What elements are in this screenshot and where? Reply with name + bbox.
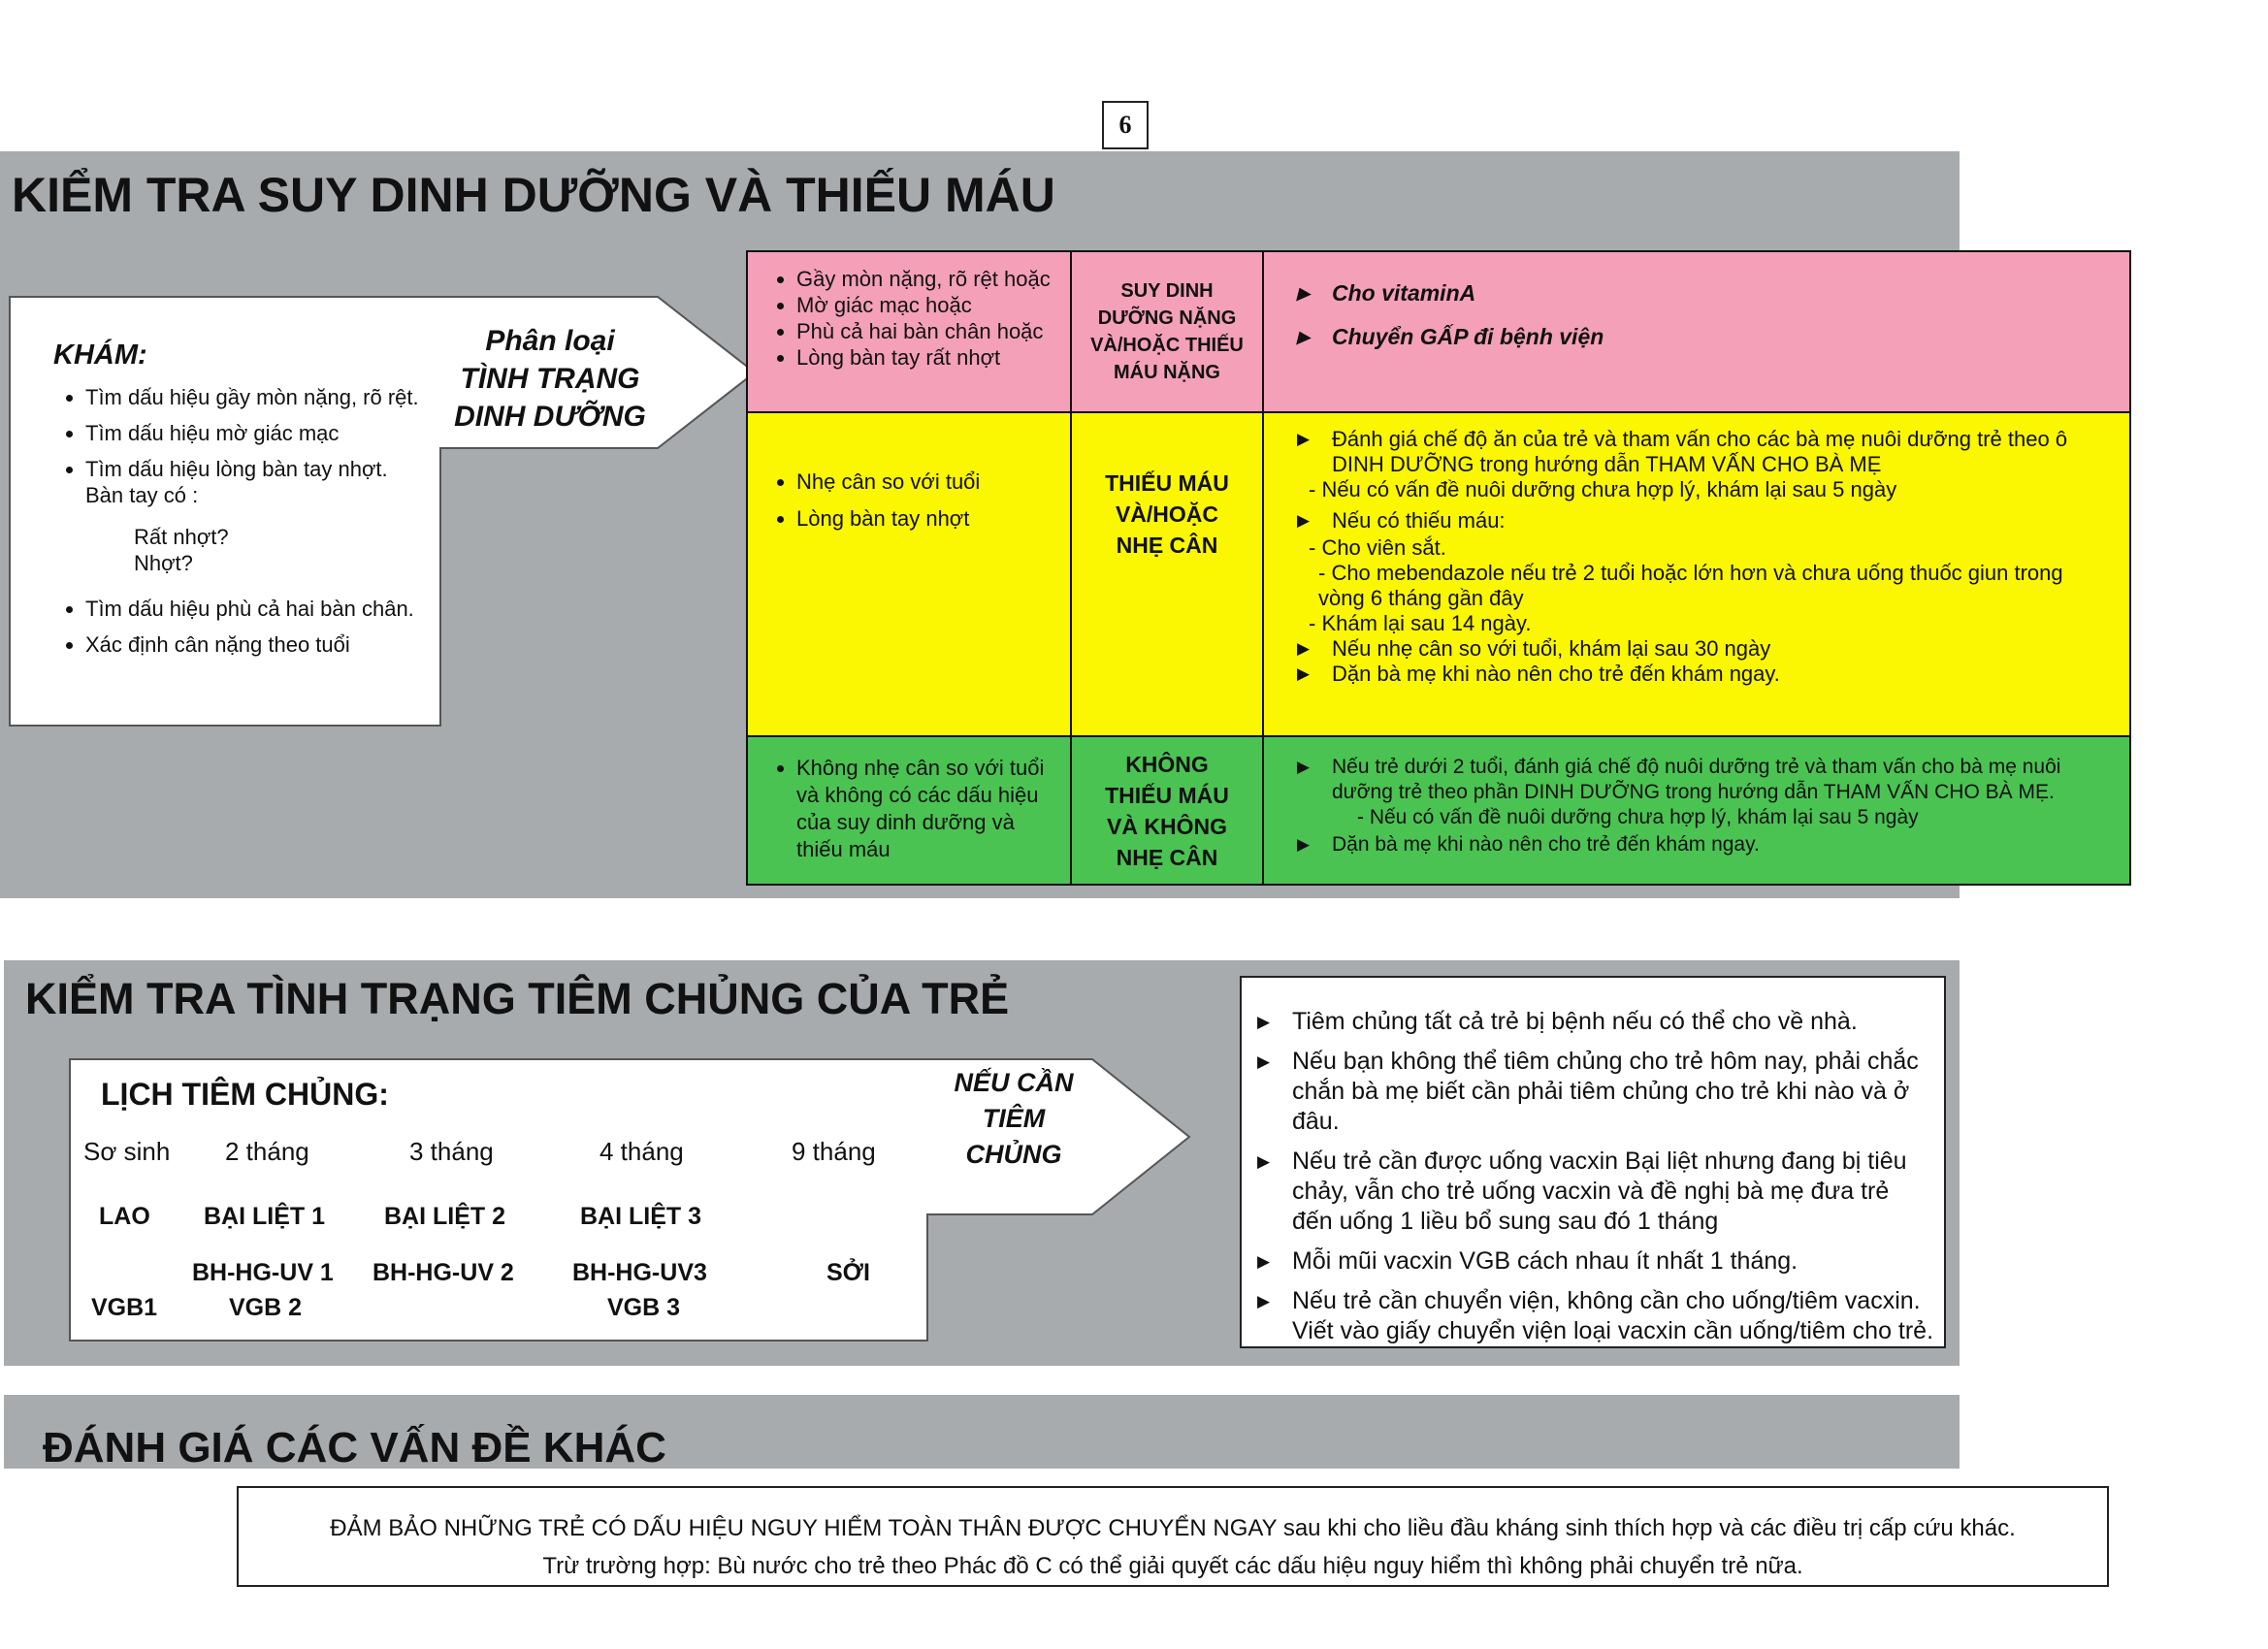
severe-sign: • Phù cả hai bàn chân hoặc — [796, 318, 1070, 344]
advice-item: ▶ Nếu bạn không thể tiêm chủng cho trẻ hôm nay, phải chắc chắn bà mẹ biết cần phải tiêm chủng cho trẻ khi nào và ở đâu. — [1253, 1047, 1934, 1137]
vaccine: VGB 3 — [607, 1294, 681, 1321]
page-number: 6 — [1102, 101, 1149, 149]
anemia-sign: • Nhẹ cân so với tuổi — [796, 464, 1070, 501]
exam-item: • Tìm dấu hiệu mờ giác mạc — [85, 420, 425, 446]
anemia-signs-cell — [748, 413, 1072, 737]
anemia-treatment — [1293, 508, 2110, 636]
anemia-treatment — [1293, 427, 2110, 502]
normal-treatment: ▶ Dặn bà mẹ khi nào nên cho trẻ đến khám ngay. — [1293, 832, 2114, 857]
classify-label-line: Phân loại — [485, 325, 615, 357]
vaccine: SỞI — [826, 1259, 870, 1286]
severe-treatment: ▶ Chuyển GẤP đi bệnh viện — [1293, 315, 2129, 359]
classification-table — [746, 250, 2131, 886]
arrow-label-line: CHỦNG — [965, 1140, 1062, 1169]
arrow-label-line: TIÊM — [982, 1104, 1046, 1133]
exam-item — [85, 456, 425, 576]
severe-sign: • Mờ giác mạc hoặc — [796, 292, 1070, 318]
vaccine: BH-HG-UV 2 — [373, 1259, 514, 1286]
age-label: 3 tháng — [409, 1137, 494, 1166]
vaccine: LAO — [99, 1203, 150, 1230]
anemia-subnote: - Cho mebendazole nếu trẻ 2 tuổi hoặc lớn hơn và chưa uống thuốc giun trong vòng 6 tháng gần đây — [1318, 561, 2063, 610]
anemia-classification: THIẾU MÁU VÀ/HOẶC NHẸ CÂN — [1072, 413, 1264, 737]
normal-treatment — [1293, 755, 2114, 830]
normal-subnote: - Nếu có vấn đề nuôi dưỡng chưa hợp lý, khám lại sau 5 ngày — [1357, 806, 1919, 828]
classify-label-line: DINH DƯỠNG — [454, 401, 646, 433]
palm-option: Nhợt? — [134, 551, 193, 575]
normal-signs-cell — [748, 737, 1072, 886]
exam-item: • Tìm dấu hiệu phù cả hai bàn chân. — [85, 596, 425, 622]
anemia-subnote: - Cho viên sắt. — [1309, 535, 1446, 560]
nutrition-section-title: KIỂM TRA SUY DINH DƯỠNG VÀ THIẾU MÁU — [12, 168, 1055, 222]
vaccine: BH-HG-UV3 — [572, 1259, 707, 1286]
exam-list — [47, 384, 425, 658]
age-label: 2 tháng — [225, 1137, 309, 1166]
schedule-arrow-label — [931, 1065, 1096, 1173]
vaccine: BẠI LIỆT 1 — [204, 1203, 326, 1230]
exam-heading: KHÁM: — [53, 340, 147, 371]
advice-item: ▶ Tiêm chủng tất cả trẻ bị bệnh nếu có thể cho về nhà. — [1253, 1007, 1934, 1037]
severe-sign: • Lòng bàn tay rất nhợt — [796, 344, 1070, 371]
immunization-advice-box — [1240, 976, 1946, 1348]
arrow-label-line: NẾU CẦN — [954, 1068, 1074, 1097]
exam-item: • Tìm dấu hiệu gầy mòn nặng, rõ rệt. — [85, 384, 425, 410]
anemia-subnote: - Nếu có vấn đề nuôi dưỡng chưa hợp lý, khám lại sau 5 ngày — [1309, 477, 1897, 501]
normal-sign: • Không nhẹ cân so với tuổi và không có các dấu hiệu của suy dinh dưỡng và thiếu máu — [796, 755, 1051, 863]
vaccine: VGB1 — [91, 1294, 158, 1321]
classify-label — [448, 322, 652, 436]
severe-classification: SUY DINH DƯỠNG NẶNG VÀ/HOẶC THIẾU MÁU NẶNG — [1072, 252, 1264, 413]
anemia-treatment: ▶ Dặn bà mẹ khi nào nên cho trẻ đến khám ngay. — [1293, 662, 2110, 687]
anemia-treatment-text: Nếu có thiếu máu: — [1332, 508, 1506, 533]
advice-item: ▶ Nếu trẻ cần được uống vacxin Bại liệt nhưng đang bị tiêu chảy, vẫn cho trẻ uống vacxin và đề nghị bà mẹ đưa trẻ đến uống 1 liều bổ sung sau đó 1 tháng — [1253, 1147, 1934, 1237]
anemia-subnote: - Khám lại sau 14 ngày. — [1309, 611, 1532, 635]
advice-item: ▶ Mỗi mũi vacxin VGB cách nhau ít nhất 1 tháng. — [1253, 1246, 1934, 1277]
age-label: 4 tháng — [599, 1137, 684, 1166]
severe-sign: • Gầy mòn nặng, rõ rệt hoặc — [796, 266, 1070, 292]
referral-note-line: ĐẢM BẢO NHỮNG TRẺ CÓ DẤU HIỆU NGUY HIỂM TOÀN THÂN ĐƯỢC CHUYỂN NGAY sau khi cho liều đầu kháng sinh thích hợp và các điều trị cấp cứu khác. — [330, 1515, 2016, 1541]
referral-note-box — [237, 1486, 2109, 1587]
vaccine: VGB 2 — [229, 1294, 303, 1321]
severe-signs-cell — [748, 252, 1072, 413]
anemia-treatment-cell — [1264, 413, 2131, 737]
anemia-sign: • Lòng bàn tay nhợt — [796, 501, 1070, 537]
advice-item: ▶ Nếu trẻ cần chuyển viện, không cần cho uống/tiêm vacxin. Viết vào giấy chuyển viện loại vacxin cần uống/tiêm cho trẻ. — [1253, 1286, 1934, 1346]
anemia-treatment: ▶ Nếu nhẹ cân so với tuổi, khám lại sau 30 ngày — [1293, 636, 2110, 662]
normal-classification: KHÔNG THIẾU MÁU VÀ KHÔNG NHẸ CÂN — [1072, 737, 1264, 886]
anemia-treatment-text: Đánh giá chế độ ăn của trẻ và tham vấn cho các bà mẹ nuôi dưỡng trẻ theo ô DINH DƯỠNG trong hướng dẫn THAM VẤN CHO BÀ MẸ — [1332, 427, 2068, 476]
vaccine: BH-HG-UV 1 — [192, 1259, 334, 1286]
exam-item: • Xác định cân nặng theo tuổi — [85, 631, 425, 658]
normal-treatment-cell — [1264, 737, 2131, 886]
schedule-heading: LỊCH TIÊM CHỦNG: — [101, 1077, 389, 1112]
severe-treatment-cell — [1264, 252, 2131, 413]
exam-item-text: Tìm dấu hiệu lòng bàn tay nhợt. Bàn tay có : — [85, 457, 388, 507]
classify-label-line: TÌNH TRẠNG — [460, 363, 640, 395]
normal-treatment-text: Nếu trẻ dưới 2 tuổi, đánh giá chế độ nuôi dưỡng trẻ và tham vấn cho bà mẹ nuôi dưỡng trẻ theo phần DINH DƯỠNG trong hướng dẫn THAM VẤN CHO BÀ MẸ. — [1332, 756, 2061, 803]
vaccine: BẠI LIỆT 2 — [384, 1203, 506, 1230]
palm-option: Rất nhợt? — [134, 525, 229, 549]
severe-treatment: ▶ Cho vitaminA — [1293, 272, 2129, 315]
vaccine: BẠI LIỆT 3 — [580, 1203, 702, 1230]
age-label: Sơ sinh — [83, 1137, 171, 1166]
other-problems-section-title: ĐÁNH GIÁ CÁC VẤN ĐỀ KHÁC — [43, 1424, 666, 1471]
immunization-section-title: KIỂM TRA TÌNH TRẠNG TIÊM CHỦNG CỦA TRẺ — [25, 974, 1010, 1023]
age-label: 9 tháng — [792, 1137, 876, 1166]
referral-note-line: Trừ trường hợp: Bù nước cho trẻ theo Phác đồ C có thể giải quyết các dấu hiệu nguy hiểm thì không phải chuyển trẻ nữa. — [542, 1553, 1803, 1579]
